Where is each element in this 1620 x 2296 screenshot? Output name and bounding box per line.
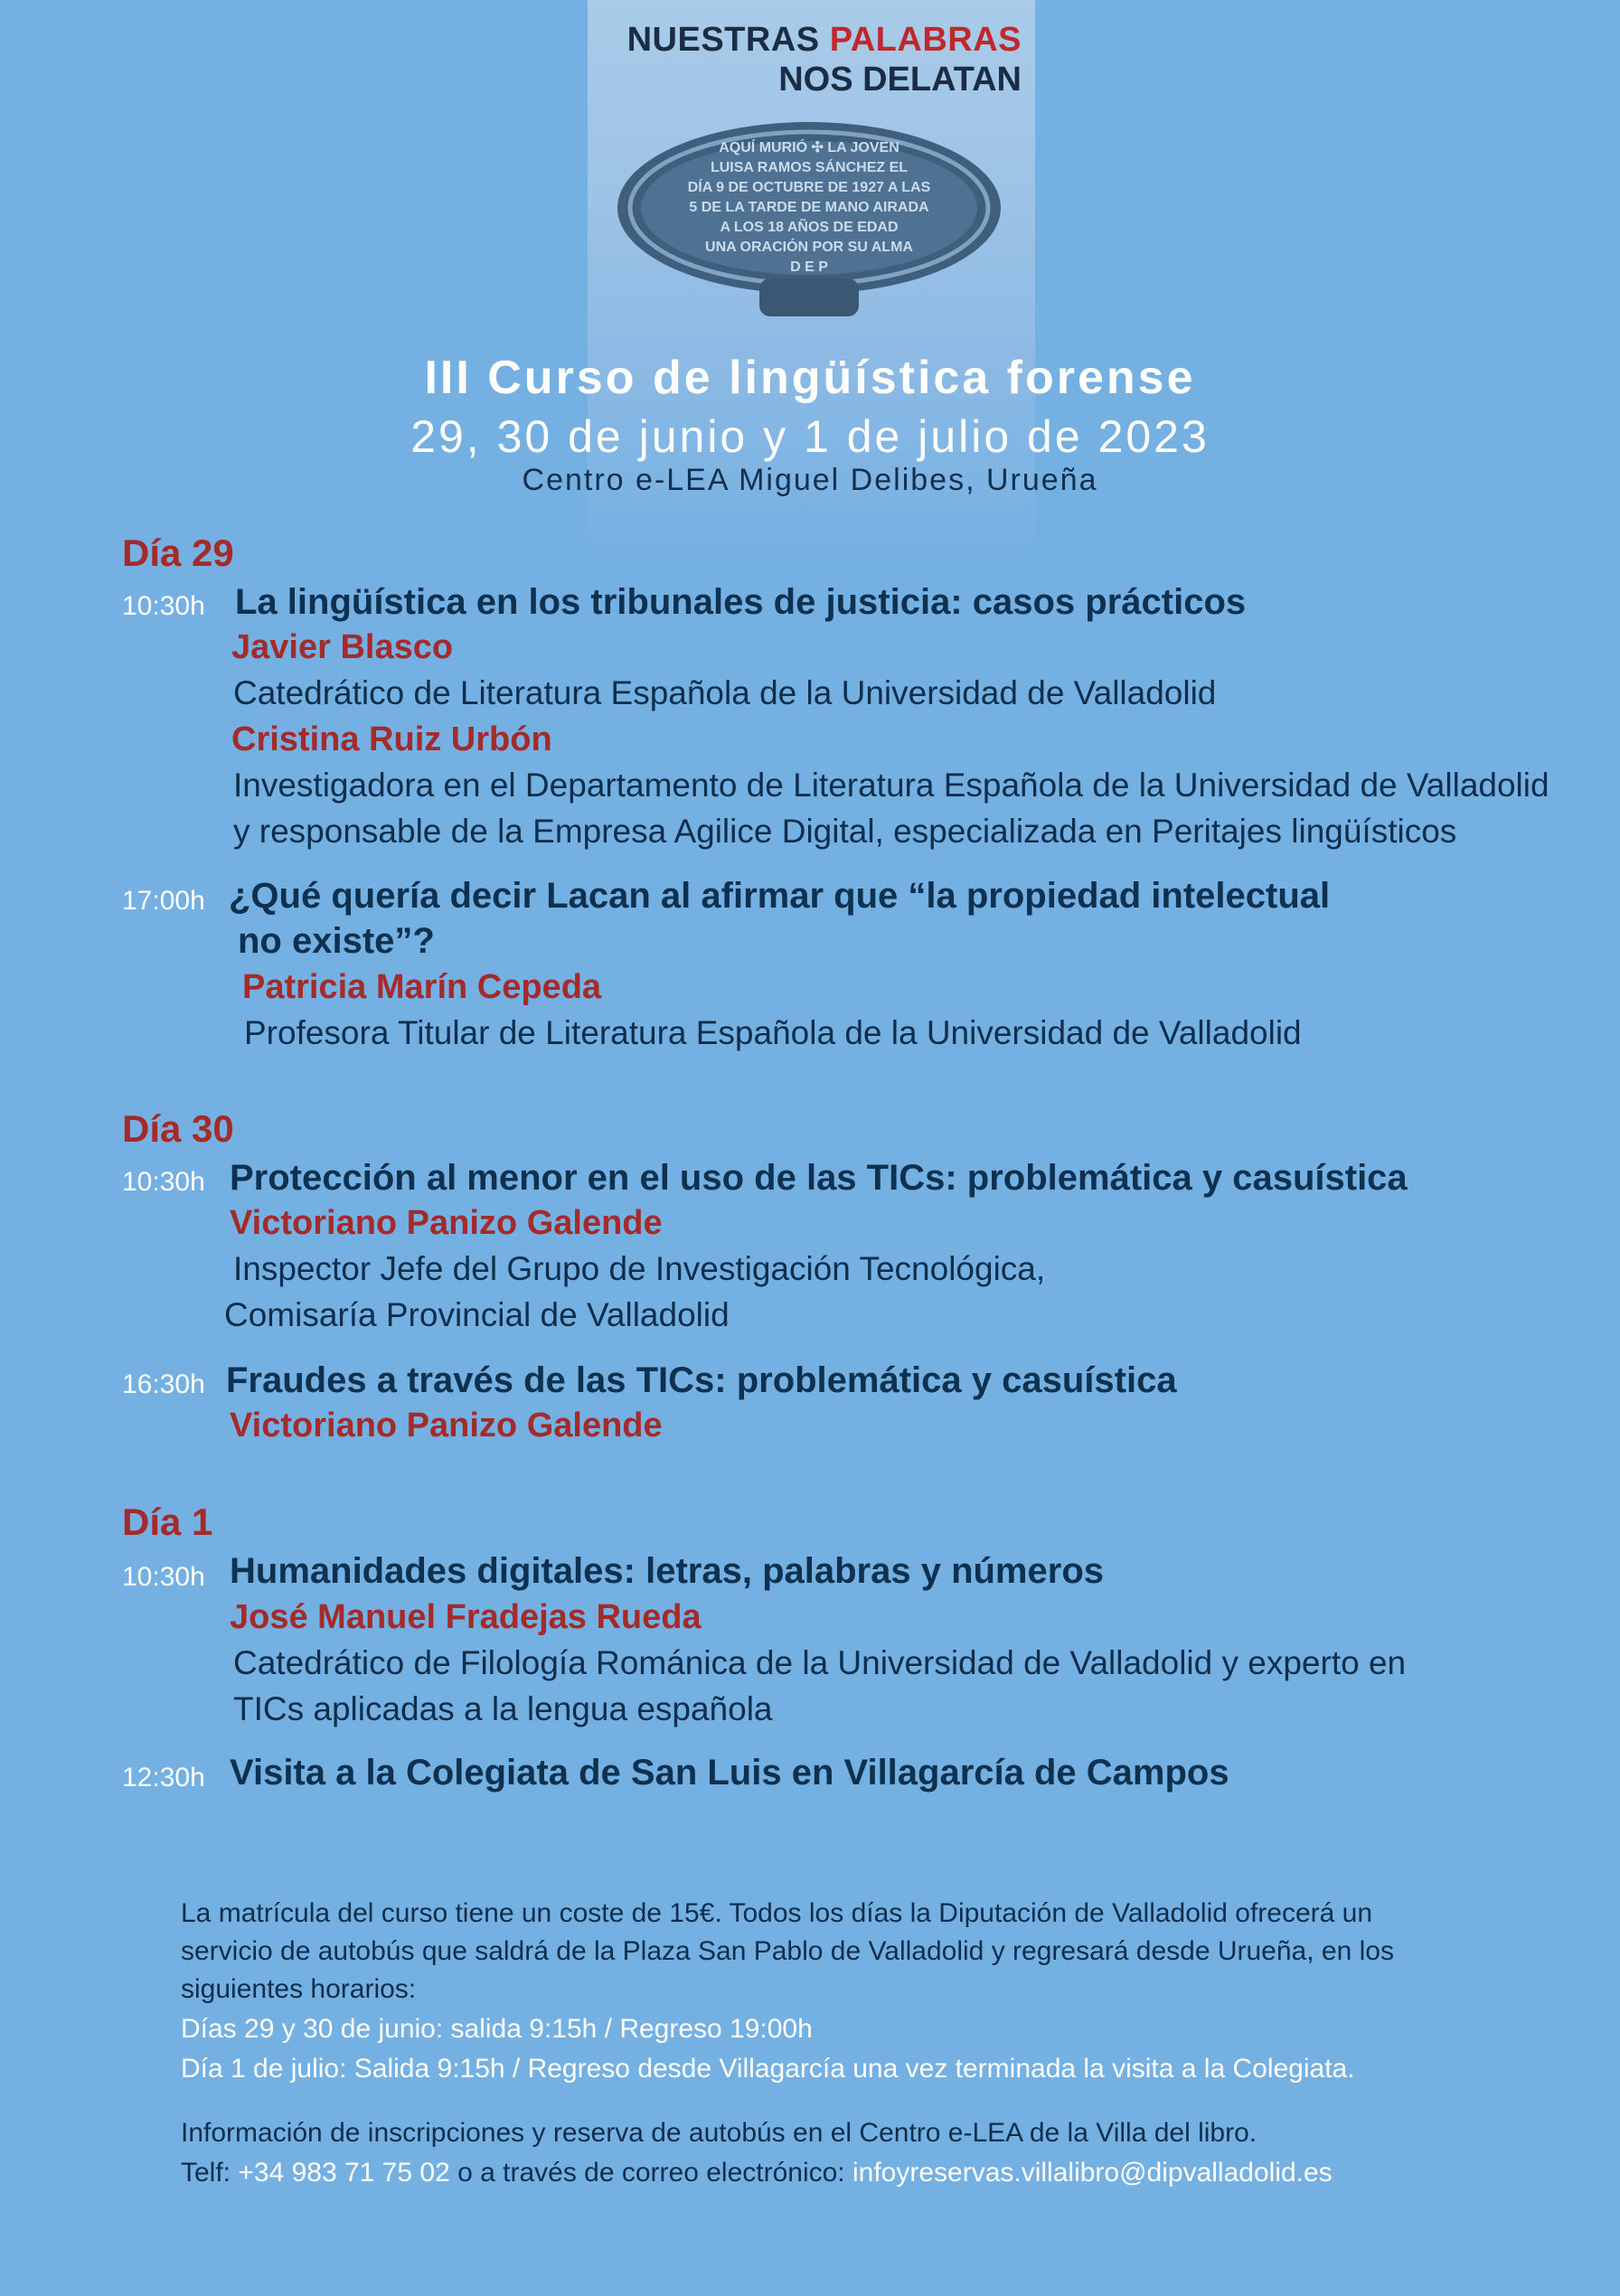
session-title: Visita a la Colegiata de San Luis en Villagarcía de Campos	[230, 1753, 1229, 1793]
logo-word-nuestras: NUESTRAS	[626, 21, 820, 59]
contact-prefix: Telf:	[181, 2158, 239, 2188]
info-text: La matrícula del curso tiene un coste de 15€. Todos los días la Diputación de Valladolid ofrecerá un	[181, 1898, 1373, 1928]
day-heading: Día 1	[122, 1501, 213, 1543]
plaque-inscription-line: 5 DE LA TARDE DE MANO AIRADA	[689, 200, 929, 215]
speaker-role: Inspector Jefe del Grupo de Investigación Tecnológica,	[233, 1250, 1046, 1287]
session-title: ¿Qué quería decir Lacan al afirmar que “la propiedad intelectual	[229, 876, 1331, 916]
speaker-role: TICs aplicadas a la lengua española	[233, 1690, 773, 1727]
bus-schedule: Día 1 de julio: Salida 9:15h / Regreso desde Villagarcía una vez terminada la visita a la Colegiata.	[181, 2054, 1355, 2084]
speaker-role: Profesora Titular de Literatura Española de la Universidad de Valladolid	[244, 1014, 1302, 1051]
speaker-role: Catedrático de Filología Románica de la Universidad de Valladolid y experto en	[233, 1644, 1407, 1681]
info-text: siguientes horarios:	[181, 1974, 417, 2004]
session-title: La lingüística en los tribunales de justicia: casos prácticos	[235, 582, 1247, 622]
day-heading: Día 29	[122, 532, 234, 574]
bus-schedule: Días 29 y 30 de junio: salida 9:15h / Regreso 19:00h	[181, 2014, 813, 2044]
session-time: 16:30h	[122, 1369, 205, 1399]
course-title: III Curso de lingüística forense	[424, 352, 1196, 404]
plaque-inscription-line: LUISA RAMOS SÁNCHEZ EL	[710, 160, 909, 175]
speaker-role: Catedrático de Literatura Española de la Universidad de Valladolid	[233, 674, 1217, 711]
session-time: 10:30h	[122, 1167, 205, 1197]
speaker-name: Patricia Marín Cepeda	[242, 968, 602, 1006]
plaque-inscription-line: D E P	[790, 259, 828, 275]
session-title: Protección al menor en el uso de las TICs: problemática y casuística	[230, 1158, 1408, 1198]
session-title: Humanidades digitales: letras, palabras y números	[230, 1551, 1104, 1591]
plaque-inscription-line: DÍA 9 DE OCTUBRE DE 1927 A LAS	[687, 180, 931, 195]
speaker-name: Javier Blasco	[231, 628, 454, 666]
plaque-inscription-line: A LOS 18 AÑOS DE EDAD	[720, 220, 899, 235]
memorial-plaque-image	[615, 118, 1003, 325]
speaker-role: Comisaría Provincial de Valladolid	[224, 1296, 730, 1333]
course-venue: Centro e-LEA Miguel Delibes, Urueña	[522, 463, 1098, 497]
phone-number[interactable]: +34 983 71 75 02	[238, 2158, 450, 2188]
session-title: no existe”?	[238, 921, 435, 961]
info-text: servicio de autobús que saldrá de la Plaza San Pablo de Valladolid y regresará desde Urueña, en los	[181, 1936, 1394, 1966]
day-heading: Día 30	[122, 1107, 234, 1150]
logo-line-nos-delatan: NOS DELATAN	[778, 61, 1022, 99]
session-time: 12:30h	[122, 1763, 205, 1793]
logo-word-palabras: PALABRAS	[829, 21, 1022, 59]
speaker-role: y responsable de la Empresa Agilice Digital, especializada en Peritajes lingüísticos	[233, 813, 1457, 850]
speaker-name: José Manuel Fradejas Rueda	[230, 1598, 702, 1636]
plaque-inscription-line: UNA ORACIÓN POR SU ALMA	[705, 240, 913, 255]
course-dates: 29, 30 de junio y 1 de julio de 2023	[410, 411, 1210, 462]
email-link[interactable]: infoyreservas.villalibro@dipvalladolid.es	[852, 2158, 1333, 2188]
session-time: 17:00h	[122, 886, 205, 916]
speaker-role: Investigadora en el Departamento de Literatura Española de la Universidad de Valladolid	[233, 767, 1549, 804]
hero-logo	[606, 20, 1022, 99]
session-time: 10:30h	[122, 591, 205, 621]
session-time: 10:30h	[122, 1562, 205, 1592]
speaker-name: Victoriano Panizo Galende	[230, 1407, 663, 1444]
contact-middle: o a través de correo electrónico:	[449, 2158, 852, 2188]
speaker-name: Victoriano Panizo Galende	[230, 1204, 663, 1242]
session-title: Fraudes a través de las TICs: problemática y casuística	[226, 1360, 1177, 1400]
contact-info: Información de inscripciones y reserva de autobús en el Centro e-LEA de la Villa del libro.	[181, 2118, 1257, 2148]
contact-line	[181, 2158, 1333, 2188]
plaque-inscription-line: AQUÍ MURIÓ ✣ LA JOVEN	[719, 140, 899, 155]
speaker-name: Cristina Ruiz Urbón	[231, 720, 552, 758]
